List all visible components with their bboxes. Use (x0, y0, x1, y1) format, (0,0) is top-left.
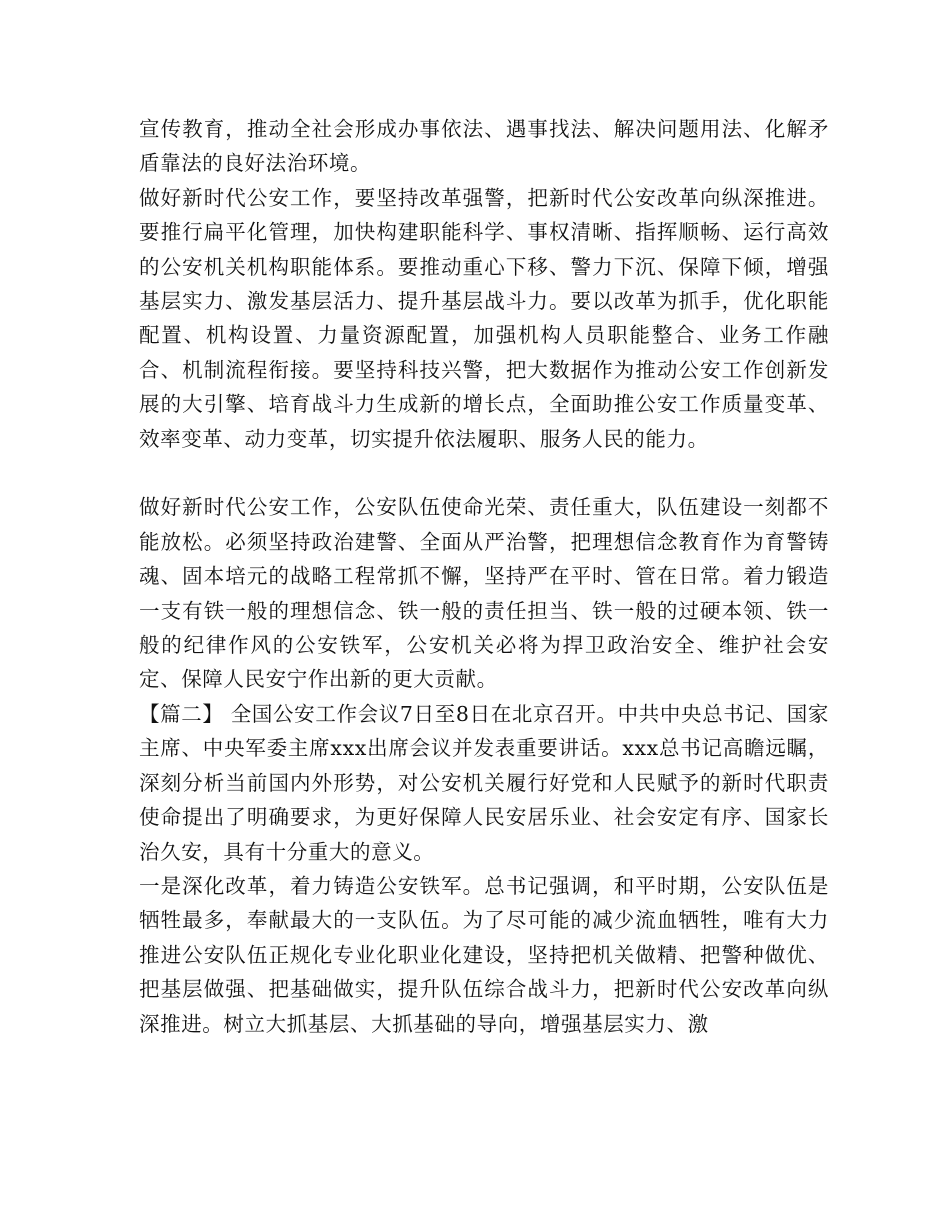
paragraph-1: 宣传教育，推动全社会形成办事依法、遇事找法、解决问题用法、化解矛盾靠法的良好法治环境。 (139, 117, 829, 176)
paragraph-2: 做好新时代公安工作，要坚持改革强警，把新时代公安改革向纵深推进。要推行扁平化管理，加快构建职能科学、事权清晰、指挥顺畅、运行高效的公安机关机构职能体系。要推动重心下移、警力下沉、保障下倾，增强基层实力、激发基层活力、提升基层战斗力。要以改革为抓手，优化职能配置、机构设置、力量资源配置，加强机构人员职能整合、业务工作融合、机制流程衔接。要坚持科技兴警，把大数据作为推动公安工作创新发展的大引擎、培育战斗力生成新的增长点，全面助推公安工作质量变革、效率变革、动力变革，切实提升依法履职、服务人民的能力。 (139, 185, 829, 451)
paragraph-spacer (139, 456, 829, 490)
document-body (139, 112, 829, 1041)
paragraph-4: 【篇二】 全国公安工作会议7日至8日在北京召开。中共中央总书记、国家主席、中央军委主席xxx出席会议并发表重要讲话。xxx总书记高瞻远瞩，深刻分析当前国内外形势，对公安机关履行好党和人民赋予的新时代职责使命提出了明确要求，为更好保障人民安居乐业、社会安定有序、国家长治久安，具有十分重大的意义。 (139, 701, 829, 864)
paragraph-5: 一是深化改革，着力铸造公安铁军。总书记强调，和平时期，公安队伍是牺牲最多，奉献最大的一支队伍。为了尽可能的减少流血牺牲，唯有大力推进公安队伍正规化专业化职业化建设，坚持把机关做精、把警种做优、把基层做强、把基础做实，提升队伍综合战斗力，把新时代公安改革向纵深推进。树立大抓基层、大抓基础的导向，增强基层实力、激 (139, 873, 829, 1036)
paragraph-3: 做好新时代公安工作，公安队伍使命光荣、责任重大，队伍建设一刻都不能放松。必须坚持政治建警、全面从严治警，把理想信念教育作为育警铸魂、固本培元的战略工程常抓不懈，坚持严在平时、管在日常。着力锻造一支有铁一般的理想信念、铁一般的责任担当、铁一般的过硬本领、铁一般的纪律作风的公安铁军，公安机关必将为捍卫政治安全、维护社会安定、保障人民安宁作出新的更大贡献。 (139, 495, 829, 692)
